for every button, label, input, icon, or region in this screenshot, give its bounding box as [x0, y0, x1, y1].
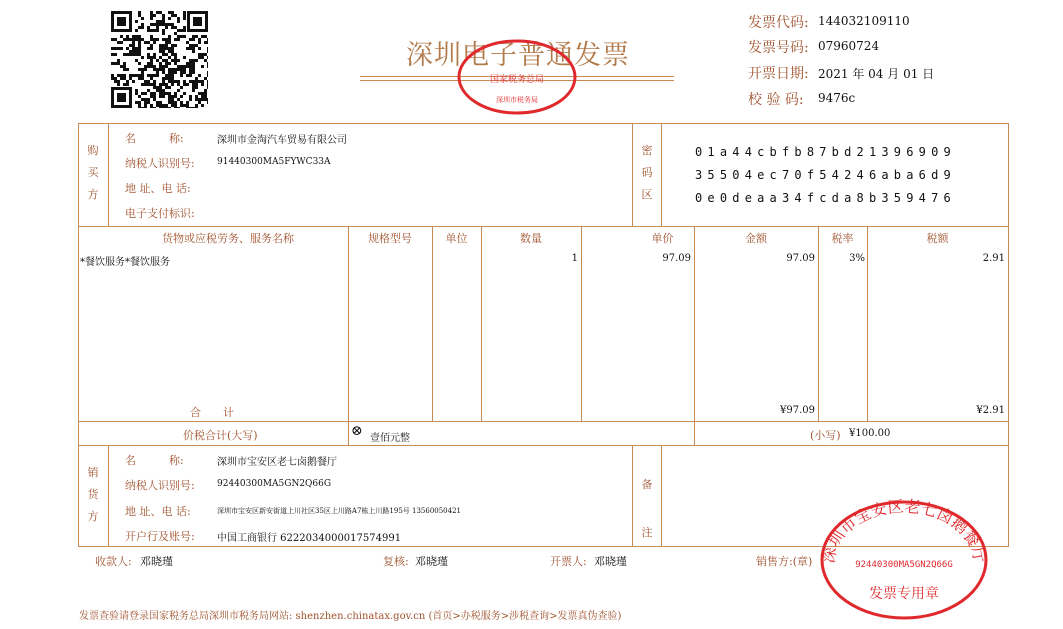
invoice-number: 07960724	[818, 39, 880, 53]
invoice-date-label: 开票日期:	[748, 66, 809, 82]
payee-label: 收款人:	[95, 555, 132, 568]
col-price: 单价	[651, 232, 674, 245]
seller-tax-id: 92440300MA5GN2Q66G	[217, 479, 332, 489]
seller-addr: 深圳市宝安区新安街道上川社区35区上川路A7栋上川路195号 13560050421	[217, 507, 461, 515]
footer-note: 发票查验请登录国家税务总局深圳市税务局网站: shenzhen.chinatax.gov.cn (首页>办税服务>涉税查询>发票真伪查验)	[79, 611, 622, 622]
total-words-mark: ⊗	[351, 423, 363, 439]
seller-name-label: 名 称:	[125, 454, 184, 467]
invoice-title: 深圳电子普通发票	[406, 40, 630, 71]
invoice-date: 2021 年 04 月 01 日	[818, 67, 935, 81]
subtotal-tax: ¥2.91	[976, 405, 1005, 416]
review-label: 复核:	[383, 555, 409, 568]
col-amount: 金额	[745, 232, 767, 245]
col-tax: 税额	[926, 232, 949, 245]
col-unit: 单位	[445, 232, 468, 245]
total-small: ¥100.00	[849, 428, 891, 439]
seller-addr-label: 地 址、电 话:	[125, 505, 191, 518]
subtotal-amount: ¥97.09	[780, 405, 815, 416]
invoice-code-label: 发票代码:	[748, 15, 809, 31]
col-rate: 税率	[831, 232, 854, 245]
buyer-side-label: 购 买 方	[87, 144, 99, 201]
buyer-tax-label: 纳税人识别号:	[125, 157, 195, 170]
item-name: *餐饮服务*餐饮服务	[80, 257, 170, 268]
col-name: 货物或应税劳务、服务名称	[162, 232, 294, 245]
remark-side-label: 备 注	[641, 478, 653, 539]
invoice-code: 144032109110	[818, 14, 910, 28]
check-code-label: 校 验 码:	[748, 92, 804, 108]
col-spec: 规格型号	[368, 232, 412, 245]
payee: 邓晓瑾	[140, 555, 173, 568]
item-tax: 2.91	[982, 253, 1005, 264]
total-label: 价税合计(大写)	[183, 429, 258, 442]
svg-text:深圳市宝安区老七卤鹅餐厅	[819, 497, 990, 565]
total-words: 壹佰元整	[370, 433, 410, 444]
buyer-name: 深圳市金淘汽车贸易有限公司	[217, 135, 347, 146]
seal-arc-text: 深圳市宝安区老七卤鹅餐厅	[818, 496, 990, 565]
item-price: 97.09	[662, 253, 691, 264]
seal-tax-id: 92440300MA5GN2Q66G	[855, 560, 953, 570]
item-amount: 97.09	[786, 253, 815, 264]
cipher-line-1: 01a44cbfb87bd21396909	[695, 145, 956, 159]
cipher-side-label: 密 码 区	[641, 144, 653, 201]
seller-side-label: 销 货 方	[87, 466, 99, 523]
buyer-pay-label: 电子支付标识:	[125, 207, 195, 220]
buyer-name-label: 名 称:	[125, 132, 184, 145]
col-qty: 数量	[520, 232, 542, 245]
drawer: 邓晓瑾	[594, 555, 627, 568]
check-code: 9476c	[818, 91, 856, 105]
seal-line1: 国家税务总局	[489, 75, 545, 85]
buyer-tax-id: 91440300MA5FYWC33A	[217, 157, 331, 167]
total-small-label: (小写)	[810, 429, 841, 442]
seller-bank-label: 开户行及账号:	[125, 530, 195, 543]
item-rate: 3%	[849, 253, 865, 264]
seal-line2: 深圳市税务局	[496, 96, 538, 104]
seller-bank: 中国工商银行 6222034000017574991	[217, 533, 402, 544]
invoice-number-label: 发票号码:	[748, 40, 809, 56]
tax-bureau-seal	[455, 38, 579, 116]
qr-code	[111, 11, 208, 108]
seller-tax-label: 纳税人识别号:	[125, 479, 195, 492]
subtotal-label: 合 计	[190, 406, 234, 419]
seal-bottom-text: 发票专用章	[869, 586, 939, 602]
item-qty: 1	[571, 253, 578, 264]
cipher-line-2: 35504ec70f54246aba6d9	[695, 168, 956, 182]
review: 邓晓瑾	[415, 555, 448, 568]
seller-name: 深圳市宝安区老七卤鹅餐厅	[217, 457, 337, 468]
seller-seal-label: 销售方:(章)	[756, 555, 813, 568]
drawer-label: 开票人:	[550, 555, 587, 568]
buyer-addr-label: 地 址、电 话:	[125, 182, 191, 195]
cipher-line-3: 0e0deaa34fcda8b359476	[695, 191, 956, 205]
invoice-special-seal	[818, 494, 990, 622]
